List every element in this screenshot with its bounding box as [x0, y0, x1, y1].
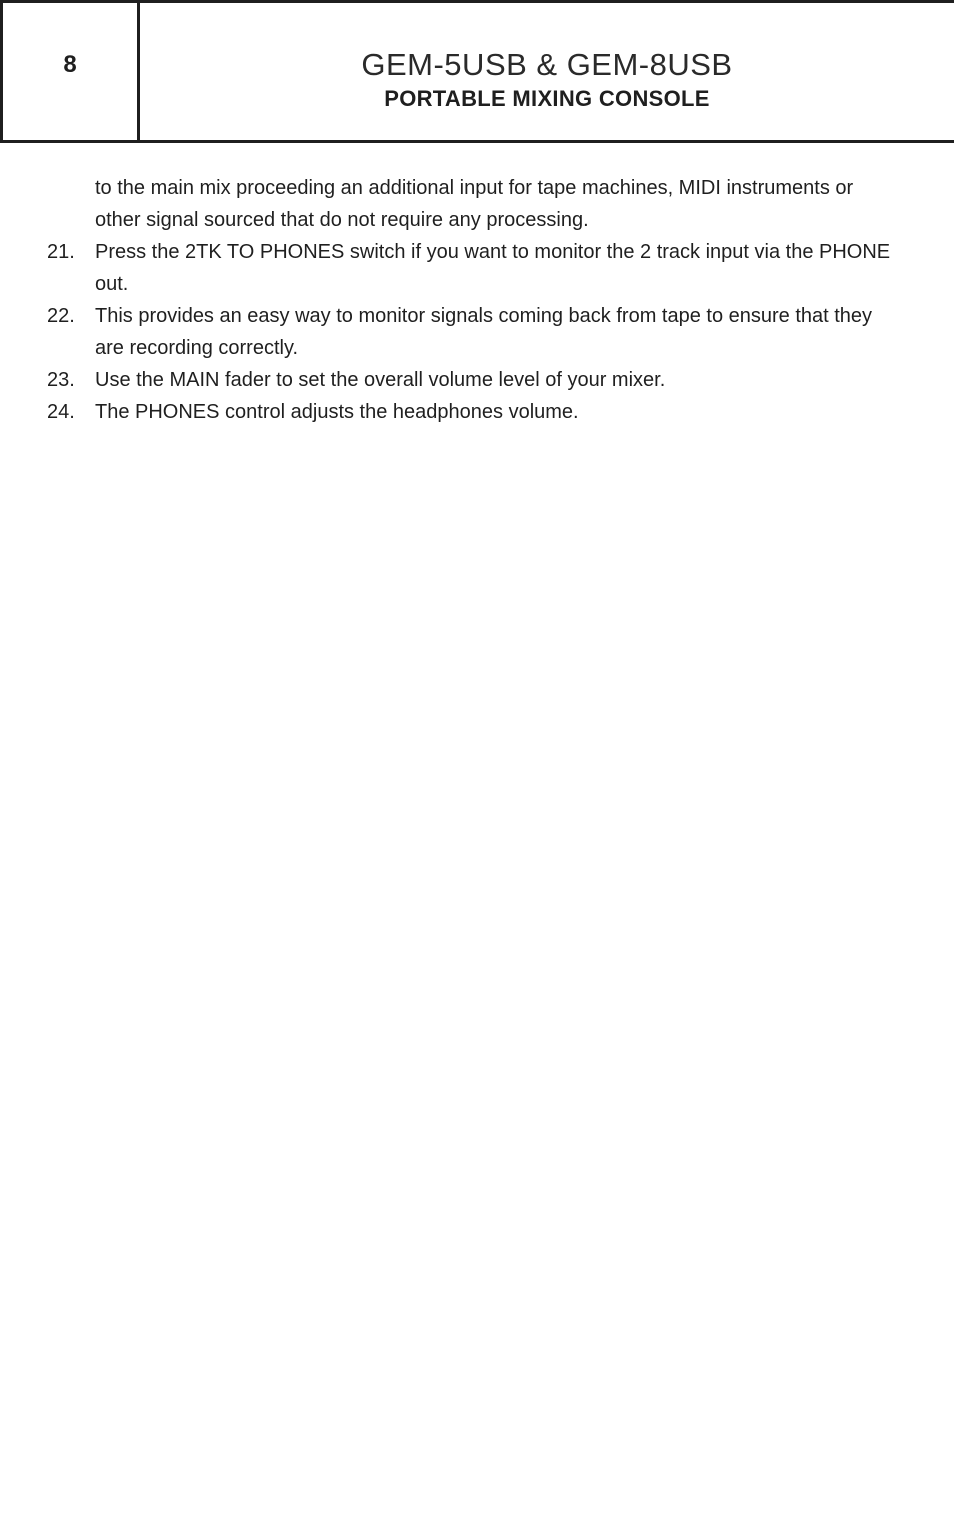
- list-item: [0, 396, 954, 428]
- list-item-text: Use the MAIN fader to set the overall volume level of your mixer.: [95, 369, 666, 391]
- list-item-number: 22.: [47, 305, 75, 327]
- list-item: [0, 236, 954, 300]
- continuation-paragraph: [0, 172, 954, 236]
- continuation-text: to the main mix proceeding an additional input for tape machines, MIDI instruments or other signal sourced that do not require any processing.: [95, 177, 854, 231]
- list-item: [0, 300, 954, 364]
- page-number: 8: [63, 50, 77, 78]
- page-header: [0, 0, 954, 143]
- document-subtitle: PORTABLE MIXING CONSOLE: [384, 86, 710, 111]
- page-number-box: [0, 0, 140, 143]
- body-content: [0, 172, 954, 428]
- list-item-text: Press the 2TK TO PHONES switch if you want to monitor the 2 track input via the PHONE out.: [95, 241, 891, 295]
- list-item-text: The PHONES control adjusts the headphones volume.: [95, 401, 579, 423]
- list-item-number: 21.: [47, 241, 75, 263]
- document-title: GEM-5USB & GEM-8USB: [361, 47, 733, 82]
- list-item: [0, 364, 954, 396]
- list-item-number: 23.: [47, 369, 75, 391]
- list-item-number: 24.: [47, 401, 75, 423]
- title-box: [137, 0, 954, 143]
- list-item-text: This provides an easy way to monitor signals coming back from tape to ensure that they are recording correctly.: [95, 305, 873, 359]
